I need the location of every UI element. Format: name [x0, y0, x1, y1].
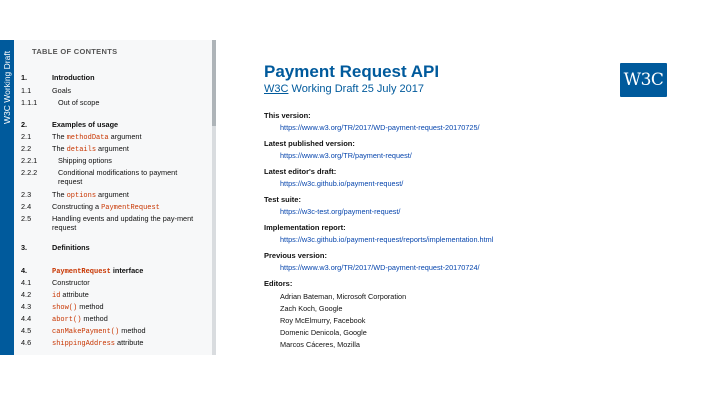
toc-item-label-prefix: The: [52, 190, 67, 199]
editor-item: Zach Koch, Google: [280, 304, 343, 313]
toc-item-label: [52, 314, 202, 325]
toc-item-label: [52, 326, 202, 337]
toc-item-label-suffix: method: [77, 302, 104, 311]
toc-item-label-suffix: argument: [96, 190, 129, 199]
toc-item-code: PaymentRequest: [52, 268, 111, 276]
toc-item-label: [52, 290, 202, 301]
toc-item-number: 4.6: [21, 338, 32, 347]
toc-item-number: 4.: [21, 266, 28, 275]
toc-item-label: [52, 266, 202, 277]
toc-item-number: 4.4: [21, 314, 32, 323]
toc-item-code: id: [52, 292, 61, 300]
editor-item: Roy McElmurry, Facebook: [280, 316, 366, 325]
toc-item-number: 2.2.1: [21, 156, 38, 165]
editor-item: Adrian Bateman, Microsoft Corporation: [280, 292, 407, 301]
latest-published-label: Latest published version:: [264, 139, 355, 148]
toc-item-number: 2.1: [21, 132, 32, 141]
toc-item-label: [52, 190, 202, 201]
toc-item-label-suffix: interface: [110, 266, 144, 275]
toc-item-code: show(): [52, 304, 78, 312]
toc-item-number: 2.5: [21, 214, 32, 223]
toc-item-label-suffix: argument: [96, 144, 129, 153]
toc-item-number: 3.: [21, 243, 28, 252]
toc-item-number: 2.: [21, 120, 28, 129]
toc-item-label-suffix: method: [81, 314, 108, 323]
toc-item-code: options: [66, 192, 97, 200]
working-draft-side-tab: [0, 40, 14, 355]
toc-item-number: 4.2: [21, 290, 32, 299]
editor-item: Domenic Denicola, Google: [280, 328, 367, 337]
w3c-logo[interactable]: [620, 63, 667, 97]
toc-item-label: Out of scope: [58, 98, 100, 107]
side-tab-label: W3C Working Draft: [2, 50, 12, 124]
toc-item-label-prefix: The: [52, 132, 67, 141]
subtitle-text: Working Draft 25 July 2017: [288, 83, 424, 95]
toc-item-label: Handling events and updating the pay-ment request: [52, 214, 194, 232]
latest-editors-draft-label: Latest editor's draft:: [264, 167, 337, 176]
test-suite-label: Test suite:: [264, 195, 301, 204]
toc-item-label-suffix: attribute: [115, 338, 144, 347]
document-header: [220, 40, 720, 355]
previous-version-link[interactable]: https://www.w3.org/TR/2017/WD-payment-request-20170724/: [280, 263, 480, 272]
toc-item-label-suffix: attribute: [60, 290, 89, 299]
toc-item-number: 2.4: [21, 202, 32, 211]
toc-item-label: [52, 338, 202, 349]
toc-scrollbar-thumb[interactable]: [212, 40, 216, 126]
toc-item-code: canMakePayment(): [52, 328, 120, 336]
toc-item-label: [52, 202, 202, 213]
toc-item-label: [52, 302, 202, 313]
toc-item-number: 1.: [21, 73, 28, 82]
editors-label: Editors:: [264, 279, 293, 288]
toc-item-code: details: [66, 146, 97, 154]
test-suite-link[interactable]: https://w3c-test.org/payment-request/: [280, 207, 401, 216]
toc-item-number: 1.1: [21, 86, 32, 95]
w3c-link[interactable]: W3C: [264, 83, 289, 95]
toc-item-number: 4.5: [21, 326, 32, 335]
latest-published-link[interactable]: https://www.w3.org/TR/payment-request/: [280, 151, 412, 160]
toc-item-label: Goals: [52, 86, 72, 95]
toc-item-code: shippingAddress: [52, 340, 116, 348]
toc-item-number: 2.2.2: [21, 168, 38, 177]
toc-item-number: 2.3: [21, 190, 32, 199]
toc-item-number: 1.1.1: [21, 98, 38, 107]
table-of-contents: [14, 40, 212, 355]
w3c-logo-text: W3C: [623, 70, 664, 90]
toc-item-label: Introduction: [52, 73, 95, 82]
toc-item-label-prefix: The: [52, 144, 67, 153]
this-version-label: This version:: [264, 111, 311, 120]
toc-item-number: 4.1: [21, 278, 32, 287]
toc-item-code: abort(): [52, 316, 82, 324]
toc-item-code: methodData: [66, 134, 109, 142]
toc-heading: TABLE OF CONTENTS: [32, 47, 118, 56]
page-subtitle: [264, 83, 424, 95]
toc-item-code: PaymentRequest: [101, 204, 160, 212]
toc-item-label: [52, 144, 202, 155]
toc-item-label: Examples of usage: [52, 120, 119, 129]
toc-item-label: Constructor: [52, 278, 90, 287]
implementation-report-label: Implementation report:: [264, 223, 346, 232]
implementation-report-link[interactable]: https://w3c.github.io/payment-request/reports/implementation.html: [280, 235, 494, 244]
editor-item: Marcos Cáceres, Mozilla: [280, 340, 360, 349]
page-title: Payment Request API: [264, 62, 440, 81]
toc-item-label: Conditional modifications to payment request: [58, 168, 178, 186]
latest-editors-draft-link[interactable]: https://w3c.github.io/payment-request/: [280, 179, 404, 188]
toc-item-label: Shipping options: [58, 156, 112, 165]
screenshot: [0, 40, 720, 355]
this-version-link[interactable]: https://www.w3.org/TR/2017/WD-payment-request-20170725/: [280, 123, 480, 132]
previous-version-label: Previous version:: [264, 251, 327, 260]
toc-item-label-prefix: Constructing a: [52, 202, 102, 211]
toc-item-number: 2.2: [21, 144, 32, 153]
toc-item-label: [52, 132, 202, 143]
toc-item-label-suffix: method: [119, 326, 146, 335]
toc-item-label: Definitions: [52, 243, 90, 252]
toc-item-label-suffix: argument: [108, 132, 142, 141]
toc-item-number: 4.3: [21, 302, 32, 311]
